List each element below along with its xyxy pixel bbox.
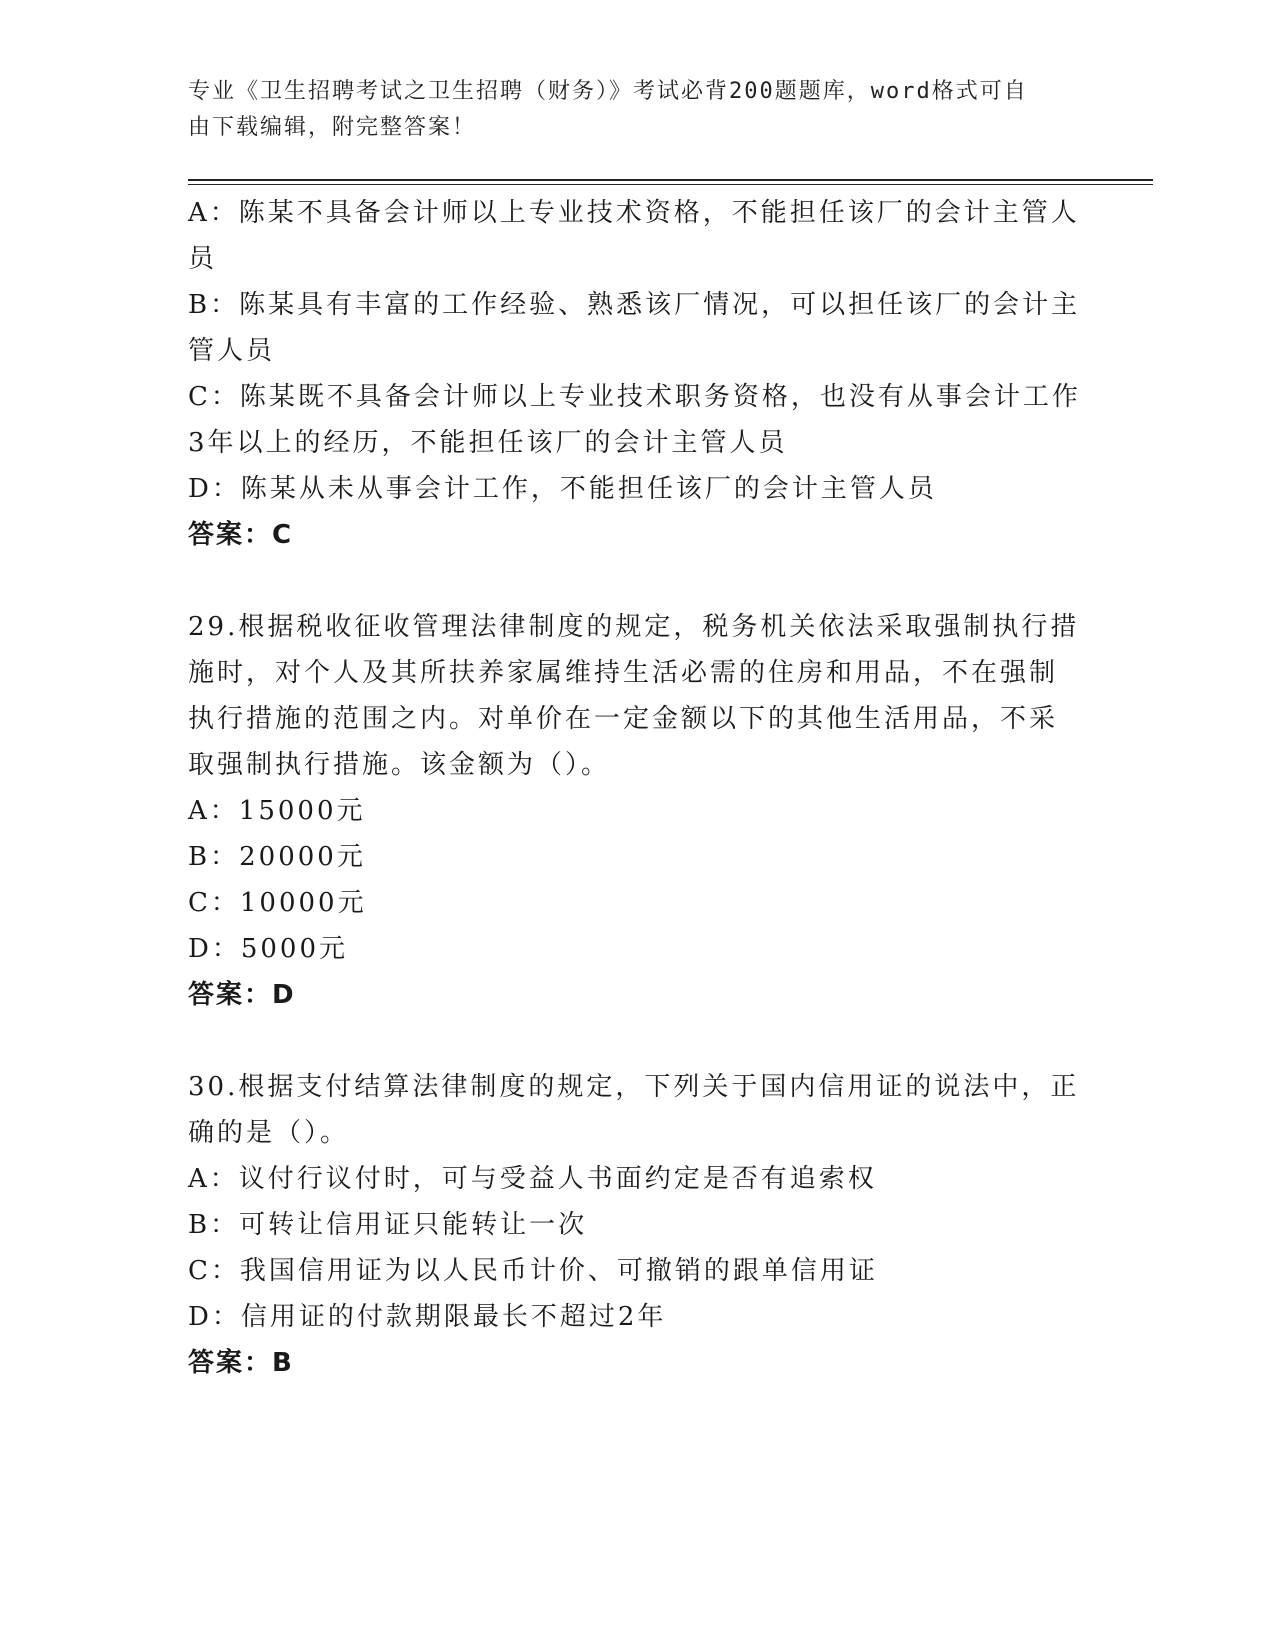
question-30-option-d: D：信用证的付款期限最长不超过2年 <box>188 1302 667 1332</box>
question-28-option-d: D：陈某从未从事会计工作，不能担任该厂的会计主管人员 <box>188 474 937 504</box>
header-divider-thick <box>188 179 1153 181</box>
question-28-option-b: B：陈某具有丰富的工作经验、熟悉该厂情况，可以担任该厂的会计主管人员 <box>188 290 1081 366</box>
document-header <box>188 74 1068 146</box>
question-30-stem: 30.根据支付结算法律制度的规定，下列关于国内信用证的说法中，正确的是（）。 <box>188 1072 1080 1148</box>
question-28-option-c: C：陈某既不具备会计师以上专业技术职务资格，也没有从事会计工作3年以上的经历，不能担任该厂的会计主管人员 <box>188 382 1081 458</box>
header-divider-thin <box>188 184 1153 185</box>
question-28 <box>188 190 1083 558</box>
question-29-stem: 29.根据税收征收管理法律制度的规定，税务机关依法采取强制执行措施时，对个人及其所扶养家属维持生活必需的住房和用品，不在强制执行措施的范围之内。对单价在一定金额以下的其他生活用品，不采取强制执行措施。该金额为（）。 <box>188 612 1080 780</box>
question-29-option-c: C：10000元 <box>188 888 367 918</box>
question-29 <box>188 604 1083 1018</box>
header-title-line-1: 专业《卫生招聘考试之卫生招聘（财务）》考试必背200题题库，word格式可自 <box>188 79 1028 104</box>
question-30-option-c: C：我国信用证为以人民币计价、可撤销的跟单信用证 <box>188 1256 878 1286</box>
spacer <box>188 558 1083 604</box>
question-29-option-d: D：5000元 <box>188 934 349 964</box>
question-30-answer: 答案：B <box>188 1348 294 1378</box>
question-30-option-a: A：议付行议付时，可与受益人书面约定是否有追索权 <box>188 1164 877 1194</box>
question-29-option-a: A：15000元 <box>188 796 366 826</box>
document-body <box>188 190 1083 1386</box>
spacer <box>188 1018 1083 1064</box>
question-30-option-b: B：可转让信用证只能转让一次 <box>188 1210 588 1240</box>
question-28-answer: 答案：C <box>188 520 294 550</box>
question-29-option-b: B：20000元 <box>188 842 366 872</box>
question-28-option-a: A：陈某不具备会计师以上专业技术资格，不能担任该厂的会计主管人员 <box>188 198 1080 274</box>
header-title-line-2: 由下载编辑，附完整答案！ <box>188 115 477 140</box>
question-30 <box>188 1064 1083 1386</box>
question-29-answer: 答案：D <box>188 980 296 1010</box>
